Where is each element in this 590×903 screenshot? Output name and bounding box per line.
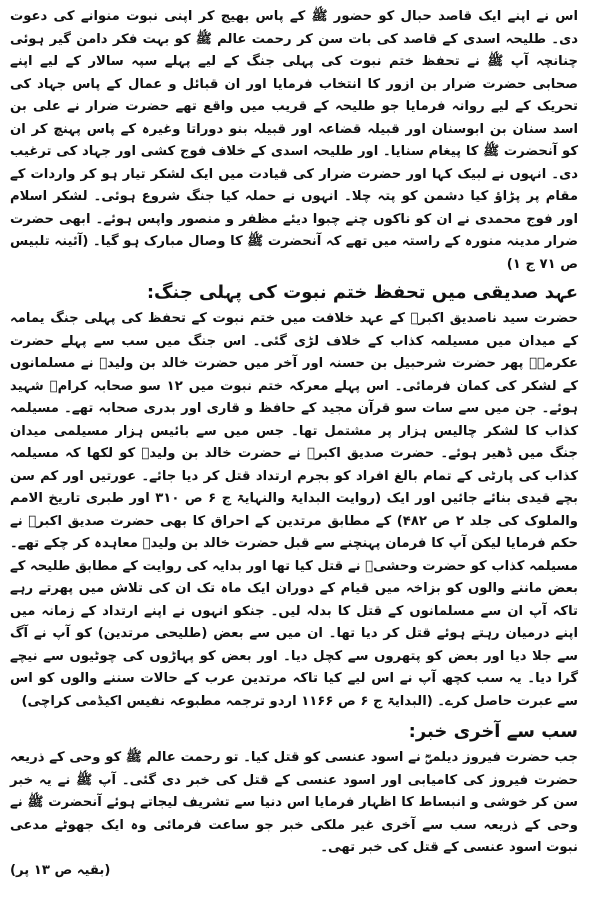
paragraph-3: جب حضرت فیروز دیلمیؓ نے اسود عنسی کو قتل کیا۔ تو رحمت عالم ﷺ کو وحی کے ذریعہ حضرت فیروز کی کامیابی اور اسود عنسی کے قتل کی خبر دی گئی۔ آپ ﷺ نے یہ خبر سن کر خوشی و انبساط کا اظہار فرمایا اس دنیا سے تشریف لیجاتے ہوئے آنحضرت ﷺ نے وحی کے ذریعہ سب سے آخری غیر ملکی خبر جو ساعت فرمائی وہ ایک جھوٹے مدعی نبوت اسود عنسی کے قتل کی خبر تھی۔ [10, 750, 578, 855]
continued-note-line [10, 860, 578, 883]
section-heading-first-battle: عہد صدیقی میں تحفظ ختم نبوت کی پہلی جنگ: [146, 282, 578, 303]
continued-note: (بقیہ ص ۱۳ پر) [10, 862, 111, 878]
section-heading-last-news: سب سے آخری خبر: [408, 721, 578, 742]
paragraph-1: اس نے اپنے ایک قاصد حبال کو حضور ﷺ کے پاس بھیج کر اپنی نبوت منوانے کی دعوت دی۔ طلیحہ اسدی کے قاصد کی بات سن کر رحمت عالم ﷺ کو بہت فکر دامن گیر ہوئی چنانچہ آپ ﷺ نے تحفظ ختم نبوت کی پہلی جنگ کے لیے پہلے سپہ سالار کے لیے اپنے صحابی حضرت ضرار بن ازور کا انتخاب فرمایا اور ان قبائل و عمال کے پاس جہاد کی تحریک کے لیے روانہ فرمایا جو طلیحہ کے قریب میں واقع تھے حضرت ضرار نے علی بن اسد سنان بن ابوسنان اور قبیلہ قضاعہ اور قبیلہ بنو دوراتا وغیرہ کے پاس پہنچ کر ان کو آنحضرت ﷺ کا پیغام سنایا۔ اور طلیحہ اسدی کے خلاف فوج کشی اور جہاد کی ترغیب دی۔ انہوں نے لبیک کہا اور حضرت ضرار کی قیادت میں ایک لشکر تیار ہو کر واردات کے مقام پر پڑاؤ کیا دشمن کو پتہ چلا۔ انہوں نے حملہ کیا جنگ شروع ہوئی۔ لشکر اسلام اور فوج محمدی نے ان کو ناکوں چنے چبوا دیئے مظفر و منصور واپس ہوئے۔ ابھی حضرت ضرار مدینہ منورہ کے راستہ میں تھے کہ آنحضرت ﷺ کا وصال مبارک ہو گیا۔ (آئینہ تلبیس ص ۷۱ ج ۱) [10, 9, 578, 272]
paragraph-2: حضرت سید ناصدیق اکبرؓ کے عہد خلافت میں ختم نبوت کے تحفظ کی پہلی جنگ یمامہ کے میدان میں مسیلمہ کذاب کے خلاف لڑی گئی۔ اس جنگ میں سب سے پہلے حضرت عکرمہؓ پھر حضرت شرحبیل بن حسنہ اور آخر میں حضرت خالد بن ولیدؓ نے مسلمانوں کے لشکر کی کمان فرمائی۔ اس پہلے معرکہ ختم نبوت میں ۱۲ سو صحابہ کرامؓ شہید ہوئے۔ جن میں سے سات سو قرآن مجید کے حافظ و قاری اور بدری صحابہ تھے۔ مسیلمہ کذاب کا لشکر چالیس ہزار پر مشتمل تھا۔ جس میں سے بائیس ہزار مسیلمی میدان جنگ میں ڈھیر ہوئے۔ حضرت صدیق اکبرؓ نے حضرت خالد بن ولیدؓ کو لکھا کہ مسیلمہ کذاب کی پارٹی کے تمام بالغ افراد کو بجرم ارتداد قتل کر دیا جائے۔ عورتیں اور کم سن بچے قیدی بنائے جائیں اور ایک (روایت البدایۃ والنہایۃ ج ۶ ص ۳۱۰ اور طبری تاریخ الامم والملوک کی جلد ۲ ص ۴۸۲) کے مطابق مرتدین کے احراق کا بھی حضرت صدیق اکبرؓ نے حکم فرمایا لیکن آپ کا فرمان پہنچنے سے قبل حضرت خالد بن ولیدؓ معاہدہ کر چکے تھے۔ مسیلمہ کذاب کو حضرت وحشیؓ نے قتل کیا تھا اور بدایہ کی روایت کے مطابق طلیحہ کے بعض ماننے والوں کو بزاخہ میں قیام کے دوران ایک ماہ تک ان کی تلاش میں پھرتے رہے تاکہ آپ ان سے مسلمانوں کے قتل کا بدلہ لیں۔ جنکو انہوں نے اپنے ارتداد کے زمانہ میں اپنے درمیان رہتے ہوئے قتل کر دیا تھا۔ ان میں سے بعض (طلیحی مرتدین) کو آپ نے آگ سے جلا دیا اور بعض کو پتھروں سے کچل دیا۔ اور بعض کو پہاڑوں کی چوٹیوں سے نیچے گرا دیا۔ یہ سب کچھ آپ نے اس لیے کیا تاکہ مرتدین عرب کے حالات سننے والوں کو اس سے عبرت حاصل کرے۔ (البدایۃ ج ۶ ص ۱۱۶۶ اردو ترجمہ مطبوعہ نفیس اکیڈمی کراچی) [10, 311, 579, 709]
